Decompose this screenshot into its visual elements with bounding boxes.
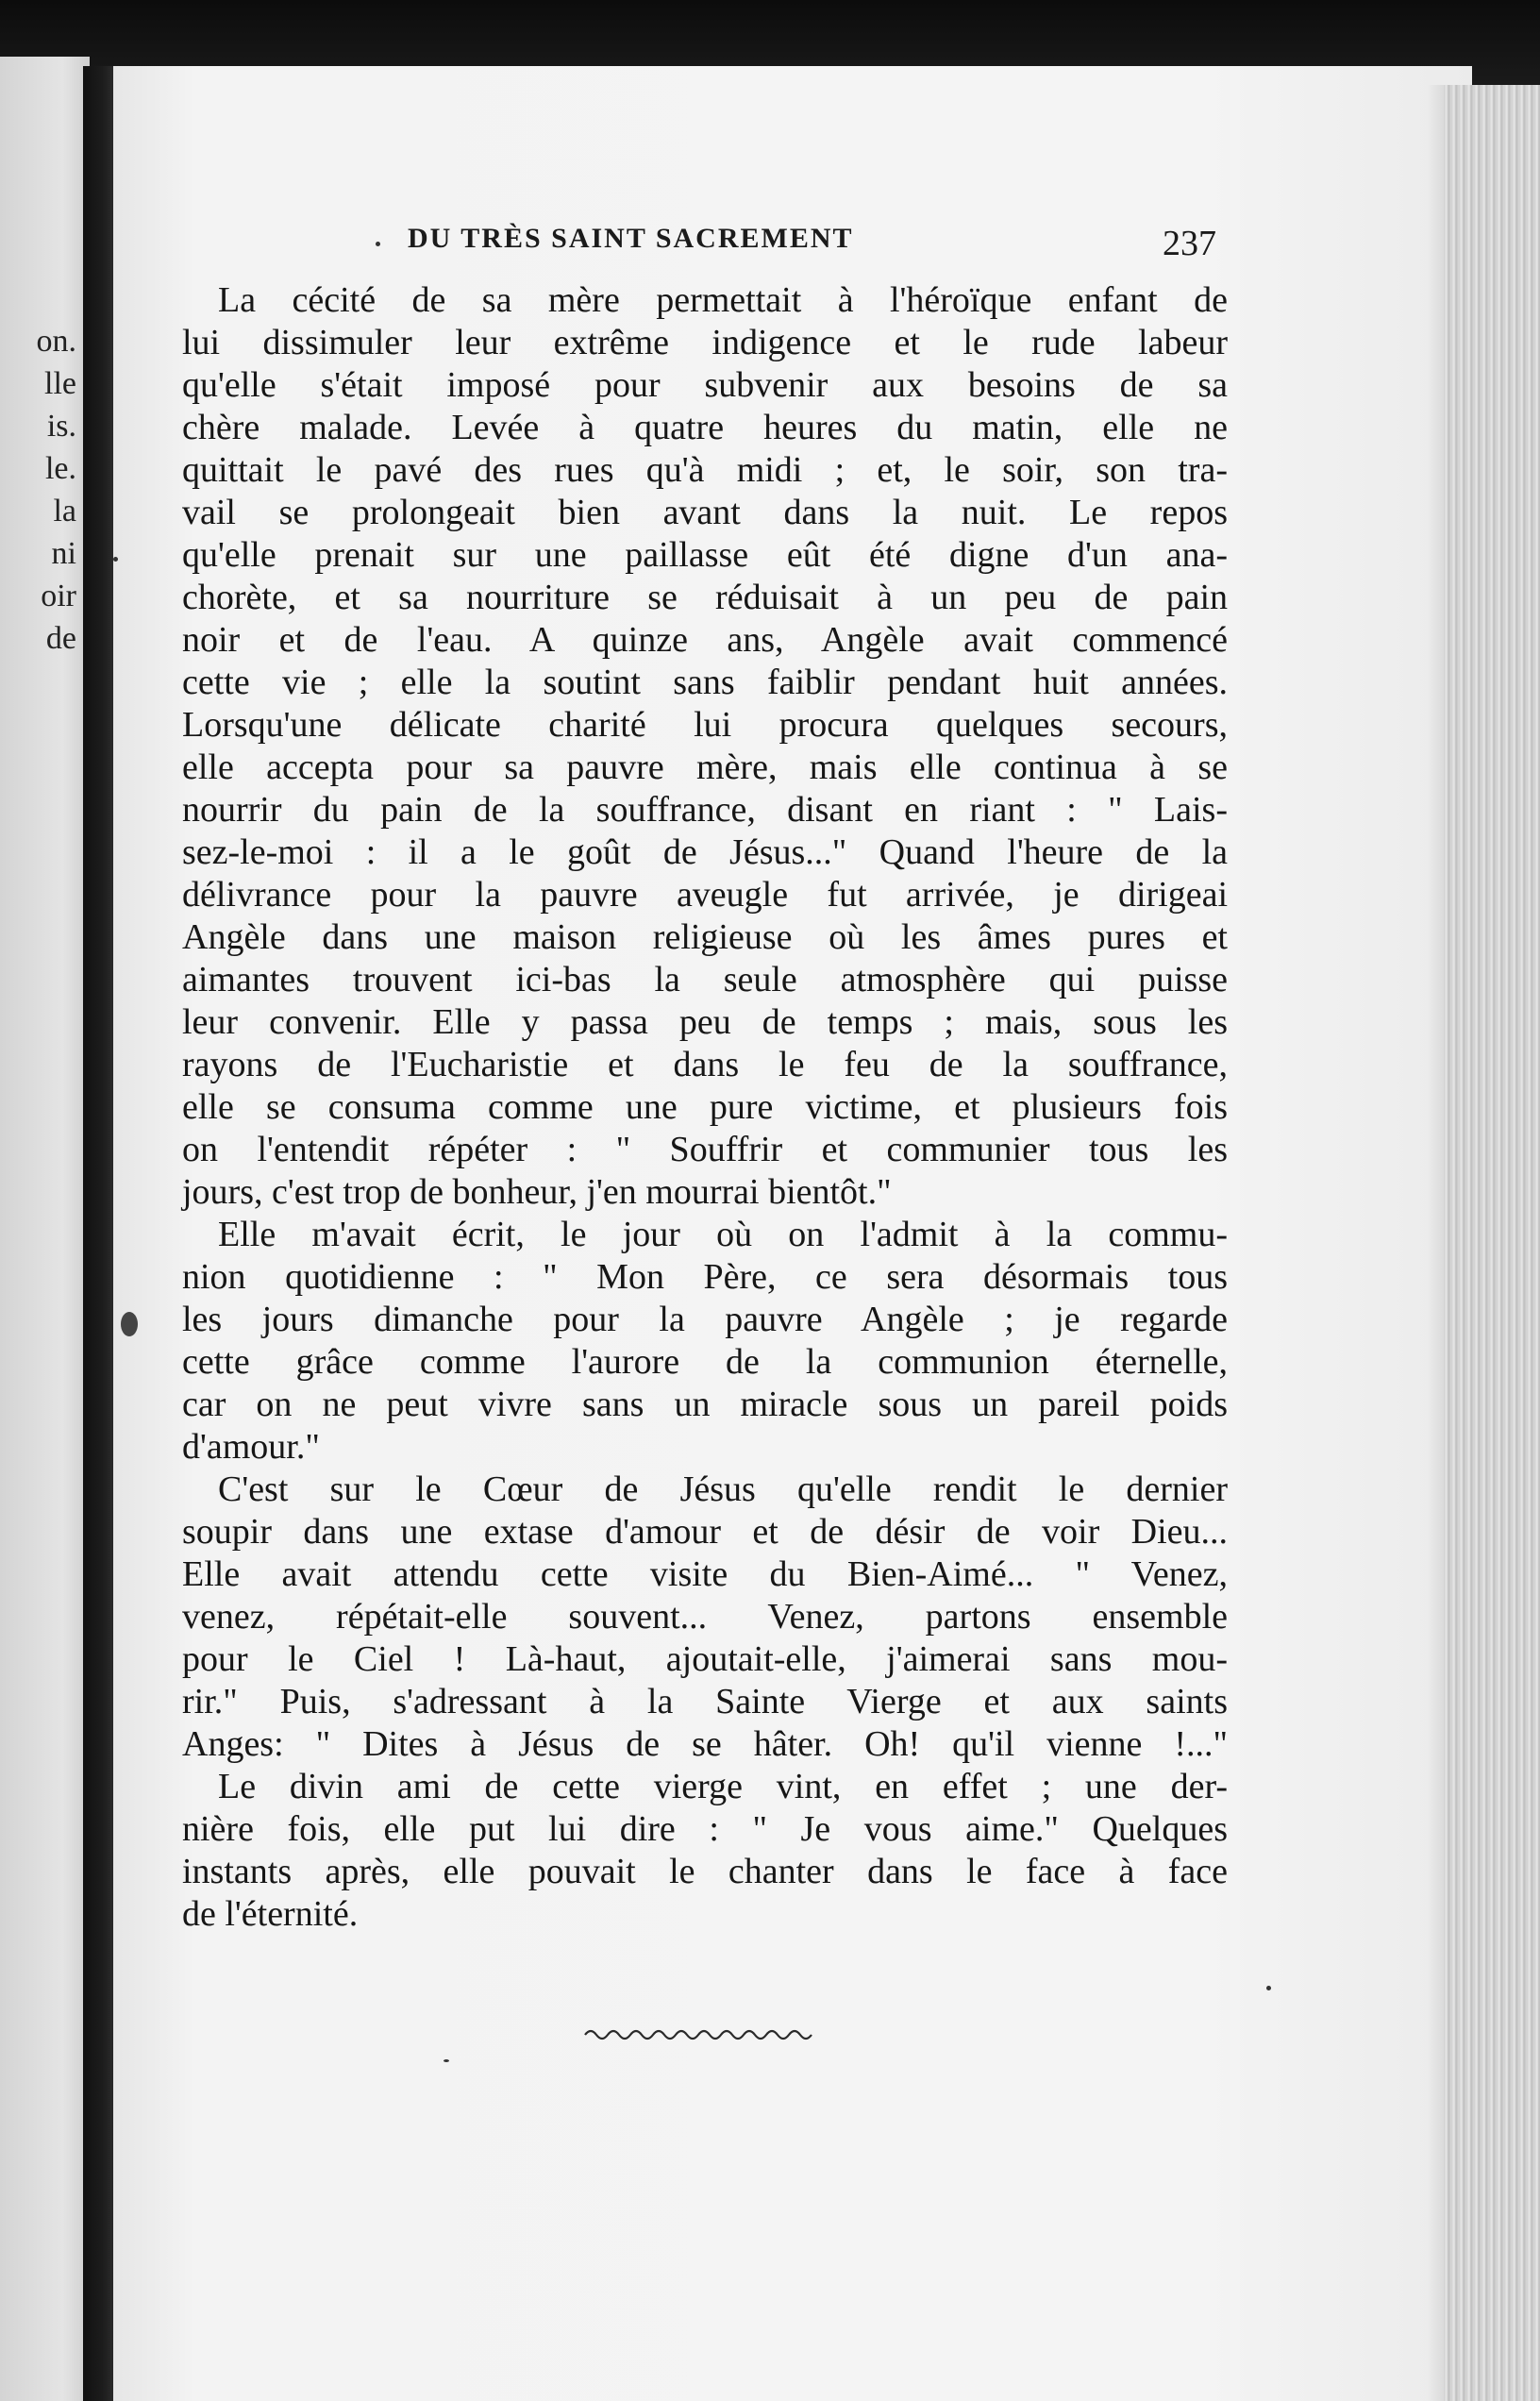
running-title: DU TRÈS SAINT SACREMENT xyxy=(408,223,854,254)
body-text xyxy=(182,279,1228,1936)
text-line: instants après, elle pouvait le chanter dans le face à face xyxy=(182,1852,1228,1891)
previous-page-edge xyxy=(0,57,90,2401)
text-line: quittait le pavé des rues qu'à midi ; et, le soir, son tra- xyxy=(182,450,1228,490)
text-line: C'est sur le Cœur de Jésus qu'elle rendit le dernier xyxy=(218,1469,1228,1509)
text-line: Elle avait attendu cette visite du Bien-Aimé... " Venez, xyxy=(182,1554,1228,1594)
text-line: elle accepta pour sa pauvre mère, mais elle continua à se xyxy=(182,747,1228,787)
previous-page-fragment: is. xyxy=(46,409,76,444)
text-line: noir et de l'eau. A quinze ans, Angèle avait commencé xyxy=(182,620,1228,660)
previous-page-fragment: le. xyxy=(44,451,76,486)
text-line: venez, répétait-elle souvent... Venez, partons ensemble xyxy=(182,1597,1228,1637)
text-line: jours, c'est trop de bonheur, j'en mourrai bientôt." xyxy=(182,1172,892,1212)
text-line: aimantes trouvent ici-bas la seule atmosphère qui puisse xyxy=(182,960,1228,999)
text-line: d'amour." xyxy=(182,1427,320,1467)
text-line: car on ne peut vivre sans un miracle sous un pareil poids xyxy=(182,1385,1228,1424)
stacked-page-edges xyxy=(1444,85,1540,2401)
scan-speck xyxy=(1266,1986,1271,1990)
text-line: nière fois, elle put lui dire : " Je vous aime." Quelques xyxy=(182,1809,1228,1849)
text-line: qu'elle s'était imposé pour subvenir aux besoins de sa xyxy=(182,365,1228,405)
scan-speck xyxy=(113,557,118,562)
text-line: de l'éternité. xyxy=(182,1894,359,1934)
text-line: chorète, et sa nourriture se réduisait à un peu de pain xyxy=(182,578,1228,617)
text-line: qu'elle prenait sur une paillasse eût été digne d'un ana- xyxy=(182,535,1228,575)
text-line: chère malade. Levée à quatre heures du matin, elle ne xyxy=(182,408,1228,447)
text-line: Angèle dans une maison religieuse où les âmes pures et xyxy=(182,917,1228,957)
text-line: vail se prolongeait bien avant dans la nuit. Le repos xyxy=(182,493,1228,532)
text-line: sez-le-moi : il a le goût de Jésus..." Quand l'heure de la xyxy=(182,832,1228,872)
text-line: Elle m'avait écrit, le jour où on l'admit à la commu- xyxy=(218,1215,1228,1254)
text-line: Le divin ami de cette vierge vint, en effet ; une der- xyxy=(218,1767,1228,1806)
text-line: Lorsqu'une délicate charité lui procura quelques secours, xyxy=(182,705,1228,745)
page-number: 237 xyxy=(1163,224,1216,263)
text-line: cette grâce comme l'aurore de la communion éternelle, xyxy=(182,1342,1228,1382)
text-line: délivrance pour la pauvre aveugle fut arrivée, je dirigeai xyxy=(182,875,1228,915)
previous-page-fragment: de xyxy=(45,621,76,656)
scan-speck xyxy=(121,1312,138,1336)
text-line: rir." Puis, s'adressant à la Sainte Vierge et aux saints xyxy=(182,1682,1228,1721)
text-line: lui dissimuler leur extrême indigence et le rude labeur xyxy=(182,323,1228,362)
text-line: cette vie ; elle la soutint sans faiblir pendant huit années. xyxy=(182,663,1228,702)
text-line: les jours dimanche pour la pauvre Angèle ; je regarde xyxy=(182,1300,1228,1339)
previous-page-fragment: ni xyxy=(51,536,76,571)
text-line: Anges: " Dites à Jésus de se hâter. Oh! qu'il vienne !..." xyxy=(182,1724,1228,1764)
text-line: nion quotidienne : " Mon Père, ce sera désormais tous xyxy=(182,1257,1228,1297)
text-line: soupir dans une extase d'amour et de désir de voir Dieu... xyxy=(182,1512,1228,1552)
scan-speck xyxy=(444,2059,449,2062)
text-line: pour le Ciel ! Là-haut, ajoutait-elle, j'aimerai sans mou- xyxy=(182,1639,1228,1679)
text-line: nourrir du pain de la souffrance, disant en riant : " Lais- xyxy=(182,790,1228,830)
text-line: rayons de l'Eucharistie et dans le feu de la souffrance, xyxy=(182,1045,1228,1084)
text-line: leur convenir. Elle y passa peu de temps ; mais, sous les xyxy=(182,1002,1228,1042)
text-line: on l'entendit répéter : " Souffrir et communier tous les xyxy=(182,1130,1228,1169)
previous-page-fragment: la xyxy=(53,494,76,529)
scan-speck xyxy=(376,242,380,246)
previous-page-fragment: lle xyxy=(44,366,76,401)
text-line: elle se consuma comme une pure victime, et plusieurs fois xyxy=(182,1087,1228,1127)
wavy-rule-ornament xyxy=(583,2025,819,2044)
previous-page-fragment: on. xyxy=(36,324,76,359)
previous-page-fragment: oir xyxy=(41,579,76,613)
text-line: La cécité de sa mère permettait à l'héroïque enfant de xyxy=(218,280,1228,320)
